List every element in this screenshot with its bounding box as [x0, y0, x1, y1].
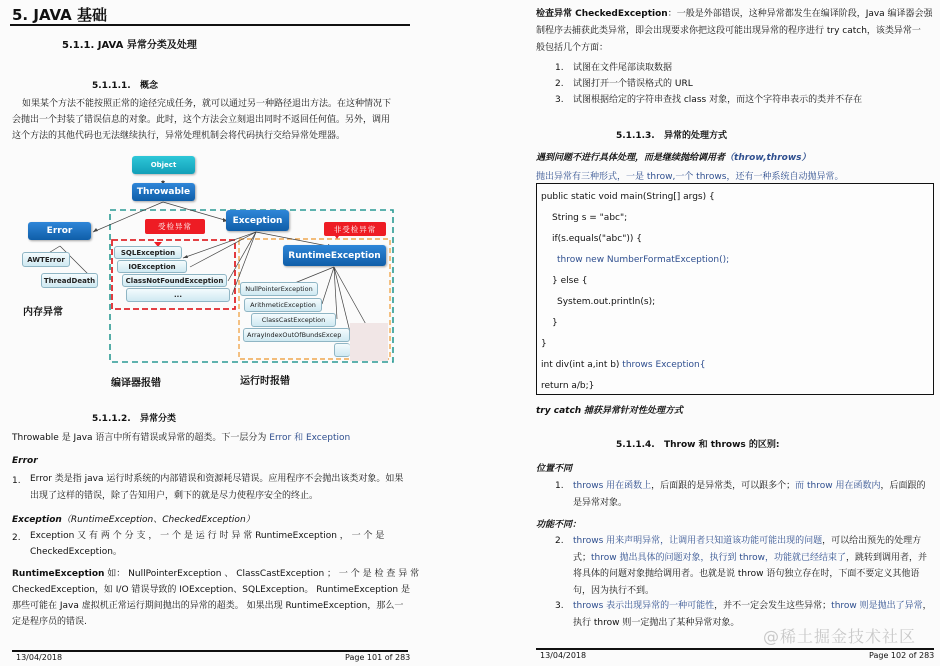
text: ，并不一定会发生这些异常； [714, 601, 832, 611]
footer-date: 13/04/2018 [540, 651, 587, 660]
node-runtime-exception: RuntimeException [283, 245, 386, 266]
difference-heading [616, 437, 779, 450]
tag-unchecked-exception: 非受检异常 [324, 222, 386, 236]
runtime-exception-para [12, 566, 419, 630]
heading-number: 5.1.1.4. [616, 440, 655, 450]
handling-subheading [536, 150, 811, 163]
para-line: 制程序去捕获此类异常，即会出现要求你把这段可能出现异常的程序进行 try catch，该类异常一 [536, 26, 921, 36]
footer-rule [12, 650, 408, 652]
code-line: } else { [552, 276, 588, 286]
intro-text: Throwable 是 Java 语言中所有错误或异常的超类。下一层分为 [12, 433, 270, 443]
difference-item-2 [555, 533, 927, 599]
para-line: 般包括几个方面： [536, 43, 609, 53]
text: ，后面跟的 [880, 481, 926, 491]
handling-heading [616, 128, 727, 141]
list-number: 3. [555, 601, 564, 611]
chapter-title-rule [10, 24, 410, 26]
footer-page-number: Page 101 of 283 [345, 653, 411, 662]
heading-number: 5.1.1.3. [616, 131, 655, 141]
node-io-exception: IOException [117, 260, 187, 273]
label-memory-exception: 内存异常 [23, 307, 63, 318]
node-object: Object [132, 156, 195, 174]
node-sql-exception: SQLException [114, 246, 182, 259]
para-line: 如： NullPointerException 、 ClassCastException ； 一 个 是 检 查 异 常 [104, 569, 420, 579]
heading-text: 异常分类 [140, 414, 177, 424]
subheading-text: 遇到问题不进行具体处理，而是继续抛给调用者 [536, 153, 726, 163]
code-line: public static void main(String[] args) { [541, 192, 715, 202]
list-item [555, 92, 862, 108]
node-class-cast-exception: ClassCastException [251, 313, 336, 327]
node-null-pointer-exception: NullPointerException [240, 282, 318, 296]
handling-note: 抛出异常有三种形式，一是 throw,一个 throws，还有一种系统自动抛异常。 [536, 172, 844, 182]
checked-bold: 检查异常 CheckedException [536, 9, 668, 19]
exception-heading-bold: Exception [12, 515, 62, 525]
heading-number: 5.1.1.2. [92, 414, 131, 424]
node-awt-error: AWTError [22, 252, 70, 267]
node-class-not-found-exception: ClassNotFoundException [122, 274, 227, 287]
list-number: 2. [12, 533, 21, 543]
blue-text: throw 则是抛出了异常 [831, 601, 923, 611]
subheading-link: （throw,throws） [725, 153, 811, 163]
exception-heading-italic: （RuntimeException、CheckedException） [61, 515, 255, 525]
text: 式； [573, 552, 592, 563]
code-line: String s = "abc"; [552, 213, 628, 223]
footer-page-number: Page 102 of 283 [869, 651, 935, 660]
node-error: Error [28, 222, 91, 240]
tag-checked-exception: 受检异常 [145, 219, 205, 234]
error-list-item [12, 471, 412, 505]
checked-exception-para [536, 6, 933, 57]
list-item-line: Exception 又 有 两 个 分 支 ， 一 个 是 运 行 时 异 常 RuntimeException ， 一 个 是 [30, 531, 385, 541]
code-block [536, 183, 934, 395]
list-number: 1. [12, 476, 21, 486]
checked-list [555, 60, 862, 108]
heading-text: Throw 和 throws 的区别: [664, 440, 780, 450]
watermark: @稀土掘金技术社区 [763, 627, 917, 646]
node-more-runtime [334, 343, 350, 357]
node-exception: Exception [226, 210, 289, 231]
heading-number: 5.1.1.1. [92, 81, 131, 91]
list-number: 3. [555, 95, 564, 105]
text: ，跳转到调用者，并 [845, 552, 927, 563]
node-thread-death: ThreadDeath [41, 273, 98, 288]
concept-para-line: 这个方法的其他代码也无法继续执行，异常处理机制会将代码执行交给异常处理器。 [12, 131, 346, 141]
code-text: int div(int a,int b) [541, 360, 623, 370]
code-line: return a/b;} [541, 381, 595, 391]
try-catch-prefix: try catch [536, 406, 582, 416]
label-runtime-error: 运行时报错 [240, 376, 290, 387]
list-item-line: Error 类是指 java 运行时系统的内部错误和资源耗尽错误。应用程序不会抛出该类对象。如果 [30, 474, 404, 484]
position-heading: 位置不同 [536, 464, 573, 474]
label-compiler-error: 编译器报错 [111, 378, 161, 389]
code-line: } [541, 339, 547, 349]
error-heading: Error [12, 456, 38, 466]
code-line: } [552, 318, 558, 328]
try-catch-heading [536, 403, 683, 416]
node-ellipsis: ... [126, 288, 230, 302]
list-item-line: 出现了这样的错误，除了告知用户，剩下的就是尽力使程序安全的终止。 [30, 491, 319, 501]
blue-text: 而 throw 用在函数内 [795, 481, 881, 491]
text: 执行 throw 则一定抛出了某种异常对象。 [573, 617, 740, 628]
blue-text: throws 表示出现异常的一种可能性 [573, 601, 715, 611]
list-item-line: CheckedException。 [30, 547, 122, 557]
code-line: System.out.println(s); [557, 297, 656, 307]
function-heading: 功能不同： [536, 520, 582, 530]
right-page [530, 0, 940, 666]
text: 是异常对象。 [573, 498, 628, 508]
heading-text: 概念 [140, 81, 159, 91]
text: ，后面跟的是异常类，可以跟多个； [651, 481, 796, 491]
para-line: ：一般是外部错误，这种异常都发生在编译阶段，Java 编译器会强 [667, 9, 933, 19]
list-item [555, 60, 862, 76]
concept-heading [92, 78, 158, 91]
text: ， [922, 601, 932, 611]
concept-para-line: 会抛出一个封装了错误信息的对象。此时，这个方法会立刻退出同时不返回任何值。另外，调用 [12, 115, 391, 125]
list-item [555, 76, 862, 92]
code-line: if(s.equals("abc")) { [552, 234, 642, 244]
blue-text: throws 用在函数上 [573, 481, 652, 491]
left-page [0, 0, 420, 666]
classification-intro [12, 428, 350, 448]
para-line: 那些可能在 Java 虚拟机正常运行期间抛出的异常的超类。 如果出现 RuntimeException，那么一 [12, 601, 404, 611]
footer-date: 13/04/2018 [16, 653, 63, 662]
para-line: CheckedException，如 I/O 错误导致的 IOException、SQLException。 RuntimeException 是 [12, 585, 411, 595]
difference-item-1 [555, 478, 926, 512]
try-catch-text: 捕获异常针对性处理方式 [583, 406, 683, 416]
node-arithmetic-exception: ArithmeticException [244, 298, 322, 312]
runtime-bold: RuntimeException [12, 569, 105, 579]
section-title: 5.1.1. JAVA 异常分类及处理 [62, 40, 197, 51]
footer-rule [536, 648, 934, 650]
node-throwable: Throwable [132, 183, 195, 201]
concept-para-line: 如果某个方法不能按照正常的途径完成任务，就可以通过另一种路径退出方法。在这种情况下 [22, 99, 392, 109]
list-number: 1. [555, 481, 564, 491]
chapter-title: 5. JAVA 基础 [12, 6, 107, 24]
node-array-index-exception: ArrayIndexOutOfBundsExcep [243, 328, 350, 342]
para-line: 定是程序员的错误. [12, 617, 87, 627]
code-text-blue: throws Exception{ [622, 360, 706, 370]
intro-link-text: Error 和 Exception [269, 433, 351, 443]
exception-list-item [12, 528, 412, 560]
list-number: 1. [555, 63, 564, 73]
text: 句，因为执行不到。 [573, 585, 655, 596]
classification-heading [92, 411, 176, 424]
blue-text: throws 用来声明异常，让调用者只知道该功能可能出现的问题 [573, 536, 823, 546]
exception-heading [12, 512, 255, 525]
list-number: 2. [555, 536, 564, 546]
code-line: throw new NumberFormatException(); [557, 255, 730, 265]
list-text: 试图打开一个错误格式的 URL [573, 79, 693, 89]
code-line [541, 360, 705, 370]
list-text: 试图根据给定的字符串查找 class 对象，而这个字符串表示的类并不存在 [573, 95, 863, 105]
list-number: 2. [555, 79, 564, 89]
text: 将具体的问题对象抛给调用者。也就是说 throw 语句独立存在时，下面不要定义其他语 [573, 569, 920, 579]
exception-hierarchy-diagram [0, 150, 420, 395]
heading-text: 异常的处理方式 [664, 131, 728, 141]
text: ，可以给出预先的处理方 [822, 536, 922, 546]
blue-text: throw 抛出具体的问题对象，执行到 throw，功能就已经结束了 [591, 552, 846, 563]
list-text: 试图在文件尾部读取数据 [573, 63, 673, 73]
